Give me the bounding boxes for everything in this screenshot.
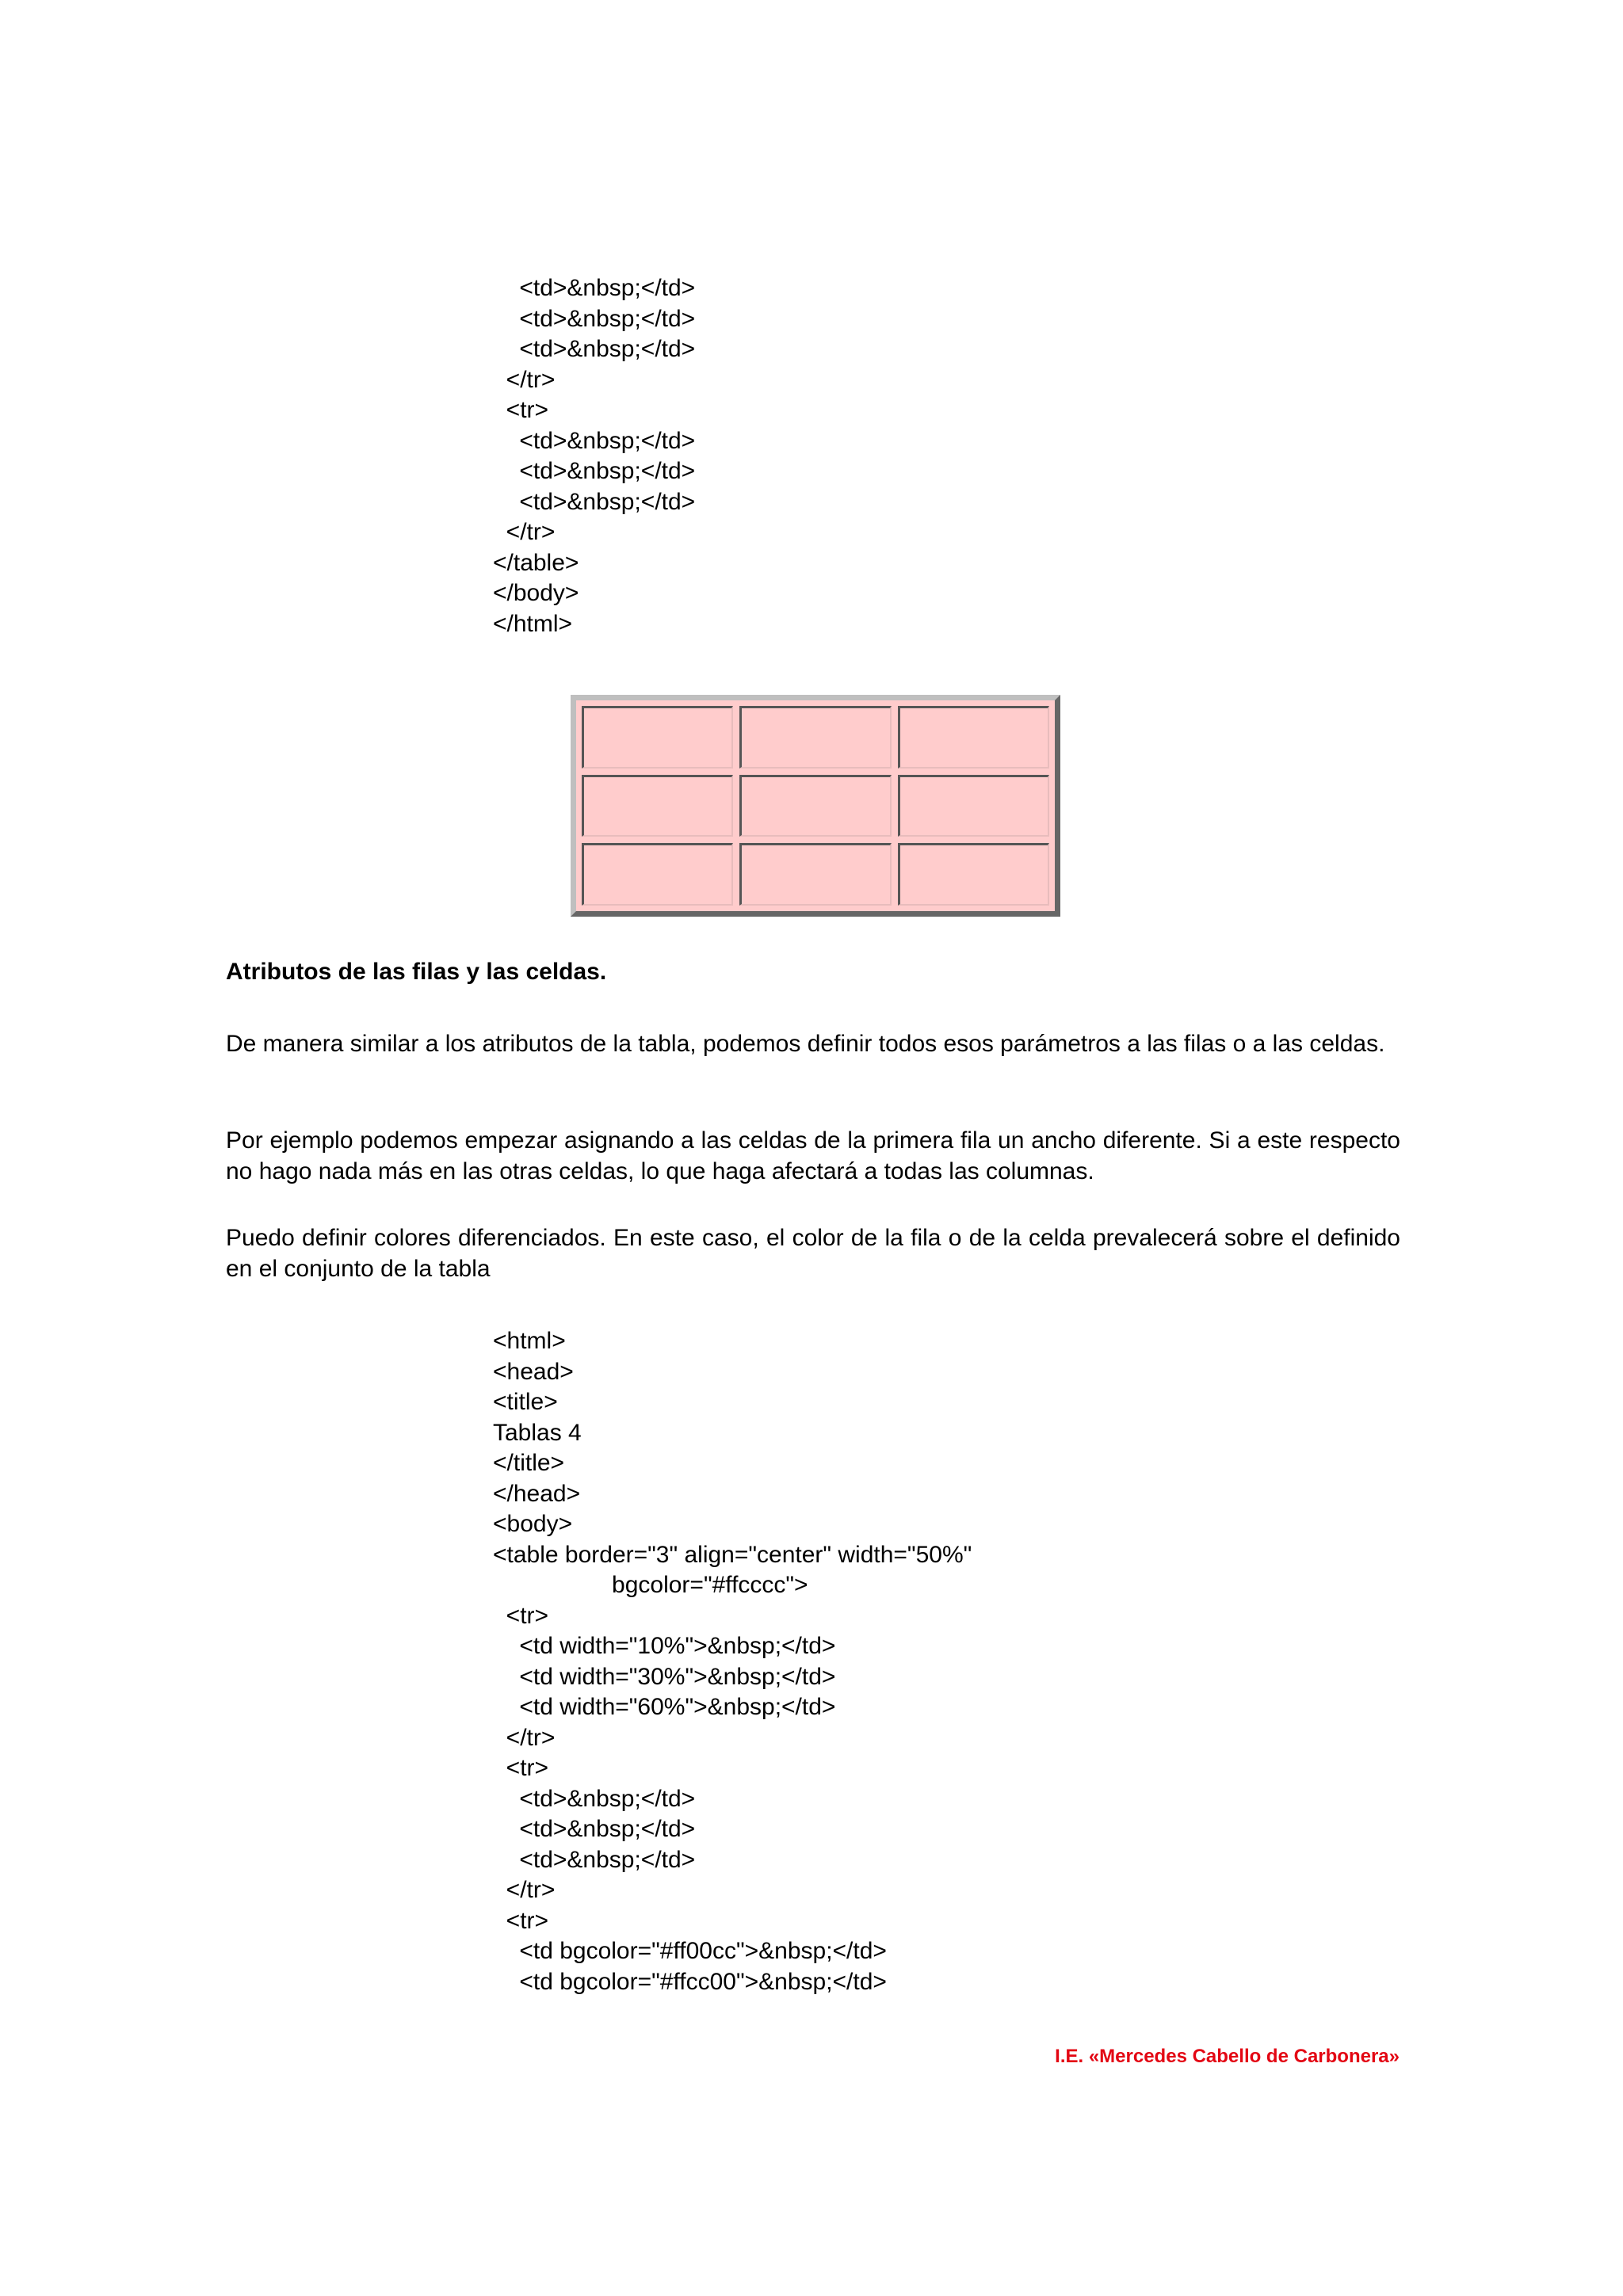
code-line: <td>&nbsp;</td> <box>493 275 696 301</box>
code-line: </tr> <box>493 1877 556 1903</box>
code-line: </title> <box>493 1450 565 1476</box>
code-line: <head> <box>493 1358 574 1385</box>
paragraph: Puedo definir colores diferenciados. En este caso, el color de la fila o de la celda prevalecerá sobre el definido en el conjunto de la tabla <box>226 1225 1400 1282</box>
table-cell <box>739 706 891 769</box>
paragraph: Por ejemplo podemos empezar asignando a las celdas de la primera fila un ancho diferente. Si a este respecto no hago nada más en las otras celdas, lo que haga afectará a todas las columnas. <box>226 1127 1400 1184</box>
code-listing-top <box>493 273 695 639</box>
code-line: <tr> <box>493 397 549 423</box>
code-listing-bottom <box>493 1326 972 1997</box>
code-line: <td>&nbsp;</td> <box>493 427 696 454</box>
table-cell <box>739 843 891 906</box>
code-line: <tr> <box>493 1602 549 1629</box>
code-line: </head> <box>493 1480 581 1507</box>
code-line: <title> <box>493 1389 558 1415</box>
table-cell <box>582 843 733 906</box>
section-heading: Atributos de las filas y las celdas. <box>226 959 607 985</box>
code-line: <td>&nbsp;</td> <box>493 1816 696 1842</box>
code-line: </html> <box>493 610 573 637</box>
code-line: </tr> <box>493 1724 556 1751</box>
code-line: <td>&nbsp;</td> <box>493 458 696 484</box>
code-line: </tr> <box>493 366 556 393</box>
code-line: <html> <box>493 1328 566 1354</box>
table-cell <box>898 706 1049 769</box>
table-row <box>582 843 1049 906</box>
rendered-table-example <box>571 695 1060 917</box>
code-line: <td>&nbsp;</td> <box>493 488 696 515</box>
code-line: <td bgcolor="#ffcc00">&nbsp;</td> <box>493 1968 887 1995</box>
paragraph: De manera similar a los atributos de la tabla, podemos definir todos esos parámetros a las filas o a las celdas. <box>226 1031 1385 1057</box>
table-cell <box>582 706 733 769</box>
table-cell <box>898 775 1049 837</box>
table-row <box>582 706 1049 769</box>
code-line: <td>&nbsp;</td> <box>493 336 696 362</box>
code-line: <body> <box>493 1511 573 1537</box>
code-line: </tr> <box>493 519 556 545</box>
code-line: <table border="3" align="center" width="50%" <box>493 1541 972 1568</box>
code-line: <td bgcolor="#ff00cc">&nbsp;</td> <box>493 1938 887 1964</box>
code-line: <td width="60%">&nbsp;</td> <box>493 1694 836 1720</box>
code-line: bgcolor="#ffcccc"> <box>493 1572 808 1598</box>
footer-institution: I.E. «Mercedes Cabello de Carbonera» <box>1055 2046 1400 2067</box>
code-line: </body> <box>493 580 579 606</box>
code-line: <td>&nbsp;</td> <box>493 1846 696 1873</box>
code-line: <td width="10%">&nbsp;</td> <box>493 1633 836 1659</box>
code-line: <td>&nbsp;</td> <box>493 305 696 332</box>
table-cell <box>739 775 891 837</box>
code-line: <tr> <box>493 1907 549 1934</box>
code-line: <td width="30%">&nbsp;</td> <box>493 1663 836 1690</box>
table-cell <box>898 843 1049 906</box>
code-line: </table> <box>493 549 579 576</box>
example-table <box>575 700 1056 912</box>
table-cell <box>582 775 733 837</box>
table-row <box>582 775 1049 837</box>
code-line: <tr> <box>493 1755 549 1781</box>
code-line: Tablas 4 <box>493 1419 582 1446</box>
code-line: <td>&nbsp;</td> <box>493 1785 696 1812</box>
